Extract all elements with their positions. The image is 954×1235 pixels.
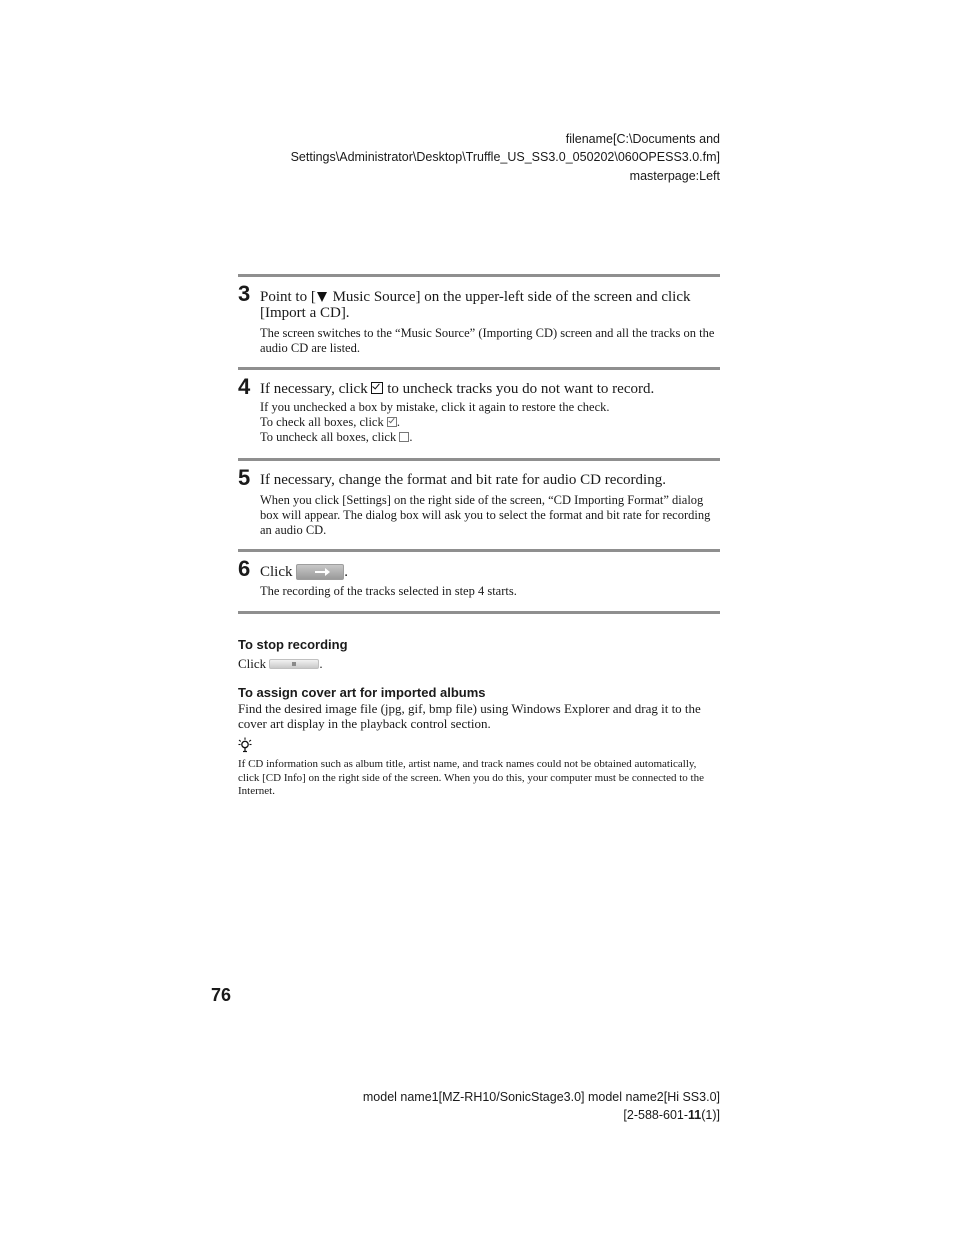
steps-list — [238, 274, 720, 614]
step-number: 6 — [238, 556, 251, 581]
step-6 — [238, 549, 720, 611]
hint-text: If CD information such as album title, artist name, and track names could not be obtained automatically, click [CD Info] on the right side of the screen. When you do this, your computer must be connected to the Internet. — [238, 758, 704, 797]
check-all-icon[interactable] — [387, 417, 397, 427]
step-4 — [238, 367, 720, 458]
step-instruction: Point to [ Music Source] on the upper-left side of the screen and click [Import a CD]. — [260, 289, 691, 321]
step-description: If you unchecked a box by mistake, click it again to restore the check. — [260, 400, 610, 414]
hint-block — [238, 737, 720, 799]
step-description: The screen switches to the “Music Source” (Importing CD) screen and all the tracks on the audio CD are listed. — [260, 326, 715, 355]
step-instruction: If necessary, change the format and bit rate for audio CD recording. — [260, 472, 666, 488]
arrow-right-icon — [315, 571, 327, 573]
stop-recording-text: Click . — [238, 656, 323, 671]
footer-part-number: [2-588-601-11(1)] — [623, 1107, 720, 1122]
header-filename-line1: filename[C:\Documents and — [565, 132, 720, 146]
footer-model-names: model name1[MZ-RH10/SonicStage3.0] model name2[Hi SS3.0] — [362, 1090, 720, 1104]
additional-info — [238, 637, 720, 799]
check-all-text: To check all boxes, click . — [260, 415, 400, 429]
step-instruction: Click . — [260, 564, 348, 580]
lightbulb-icon — [238, 737, 252, 753]
step-description: When you click [Settings] on the right side of the screen, “CD Importing Format” dialog box will appear. The dialog box will ask you to select the format and bit rate for recording an audio CD. — [260, 493, 711, 537]
step-5 — [238, 458, 720, 549]
checkbox-checked-icon[interactable] — [371, 382, 383, 394]
header-masterpage: masterpage:Left — [629, 169, 720, 183]
triangle-down-icon — [317, 292, 327, 302]
step-description: The recording of the tracks selected in step 4 starts. — [260, 584, 517, 598]
stop-recording-heading: To stop recording — [238, 637, 348, 652]
record-button-icon[interactable] — [296, 564, 344, 580]
step-number: 5 — [238, 465, 251, 490]
step-number: 4 — [238, 374, 251, 399]
page-number: 76 — [211, 985, 232, 1005]
steps-divider — [238, 611, 720, 614]
uncheck-all-icon[interactable] — [399, 432, 409, 442]
step-3 — [238, 274, 720, 367]
header-filename-line2: Settings\Administrator\Desktop\Truffle_US_SS3.0_050202\060OPESS3.0.fm] — [290, 149, 720, 164]
cover-art-heading: To assign cover art for imported albums — [238, 685, 486, 700]
step-instruction: If necessary, click to uncheck tracks you do not want to record. — [260, 381, 655, 397]
step-number: 3 — [238, 281, 251, 306]
uncheck-all-text: To uncheck all boxes, click . — [260, 430, 413, 444]
model-info-footer — [363, 1089, 720, 1124]
stop-button-icon[interactable] — [269, 659, 319, 669]
cover-art-text: Find the desired image file (jpg, gif, bmp file) using Windows Explorer and drag it to the cover art display in the playback control section. — [238, 701, 701, 731]
stop-square-icon — [292, 662, 296, 666]
file-info-header — [291, 131, 720, 186]
